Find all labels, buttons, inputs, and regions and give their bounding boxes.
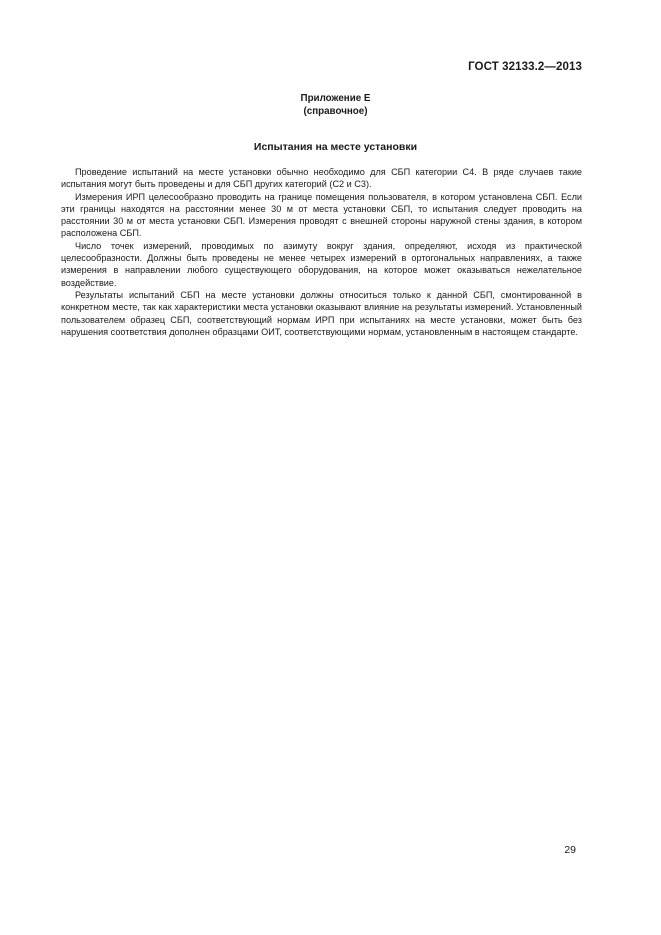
paragraph: Результаты испытаний СБП на месте установки должны относиться только к данной СБП, смонтированной в конкретном месте, так как характеристики места установки оказывают влияние на результаты измерений. Установленный пользователем образец СБП, соответствующий нормам ИРП при испытаниях на месте установки, может быть без нарушения соответствия дополнен образцами ОИТ, соответствующими нормам, установленным в настоящем стандарте. — [61, 289, 582, 337]
appendix-title: Приложение Е — [300, 93, 371, 104]
appendix-subtitle: (справочное) — [303, 106, 368, 117]
page-number: 29 — [564, 844, 576, 856]
body-text — [61, 166, 582, 338]
document-code: ГОСТ 32133.2—2013 — [468, 61, 582, 73]
section-title: Испытания на месте установки — [253, 141, 418, 153]
paragraph: Число точек измерений, проводимых по азимуту вокруг здания, определяют, исходя из практической целесообразности. Должны быть проведены не менее четырех измерений в ортогональных направлениях, а также измерения в направлении любого существующего оборудования, на которое может оказываться нежелательное воздействие. — [61, 240, 582, 288]
paragraph: Измерения ИРП целесообразно проводить на границе помещения пользователя, в котором установлена СБП. Если эти границы находятся на расстоянии менее 30 м от места установки СБП, то испытания следует проводить на расстоянии 30 м от места установки СБП. Измерения проводят с внешней стороны наружной стены здания, в котором расположена СБП. — [61, 191, 582, 239]
appendix-heading — [0, 92, 661, 118]
paragraph: Проведение испытаний на месте установки обычно необходимо для СБП категории С4. В ряде случаев такие испытания могут быть проведены и для СБП других категорий (С2 и С3). — [61, 167, 582, 190]
